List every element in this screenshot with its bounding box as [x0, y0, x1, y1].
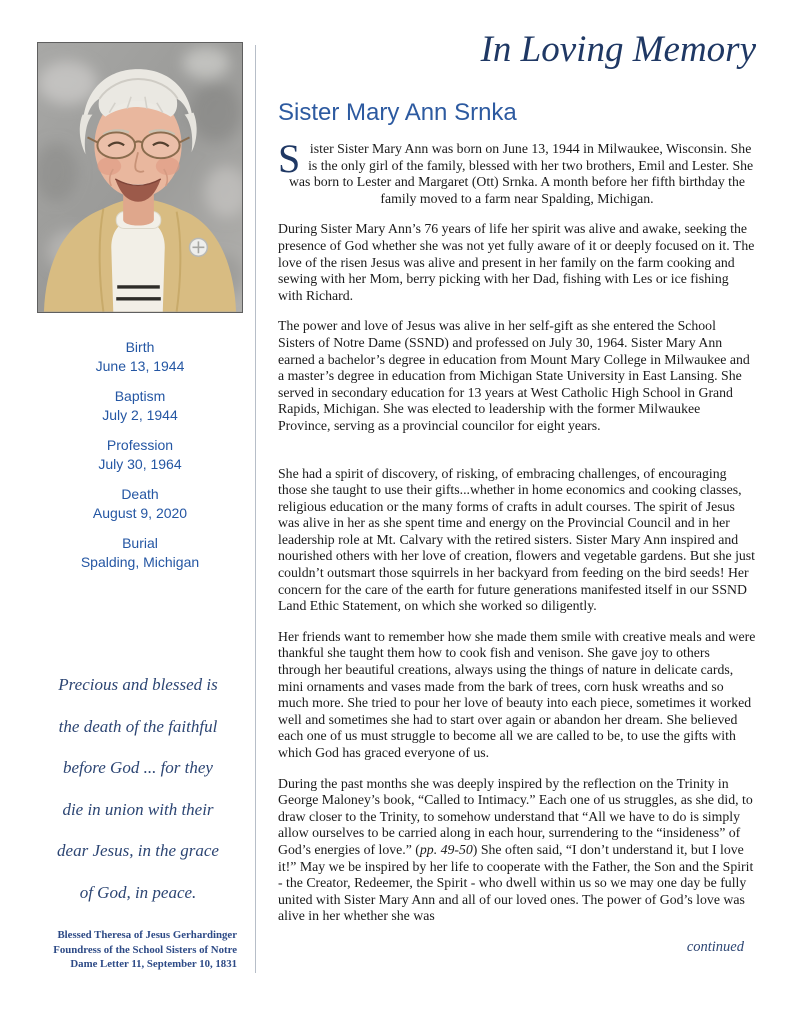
obituary-paragraph-2: During Sister Mary Ann’s 76 years of life her spirit was alive and awake, seeking the presence of God whether she was not yet fully aware of it or deeply focused on it. The love of the risen Jesus was alive and present in her family on the farm cooking and sewing with her Mom, berry picking with her Dad, fishing with Les or ice fishing with Richard.: [278, 221, 755, 303]
obituary-paragraph-6: [278, 776, 756, 925]
quote-line: Precious and blessed is: [58, 675, 218, 694]
portrait-illustration: [38, 43, 242, 312]
obituary-paragraph-3: The power and love of Jesus was alive in her self-gift as she entered the School Sisters of Notre Dame (SSND) and professed on July 30, 1964. Sister Mary Ann earned a bachelor’s degree in education from Mount Mary College in Milwaukee and a master’s degree in education from Michigan State University in East Lansing. She served in secondary education for 13 years at West Catholic High School in Grand Rapids, Michigan. She was elected to leadership with the former Milwaukee Province, serving as a provincial councilor for eight years.: [278, 318, 750, 433]
scripture-quote: [28, 664, 248, 913]
quote-attribution: [37, 928, 237, 972]
obituary-paragraph-4: She had a spirit of discovery, of risking, of embracing challenges, of encouraging those she taught to use their gifts...whether in home economics and cooking classes, religious education or the many forms of crafts in adult courses. The spirit of Jesus was alive in her as she spent time and energy on the Provincial Council and in her leadership role at Mt. Calvary with the retired sisters. Sister Mary Ann inspired and nourished others with her love of creation, flowers and vegetable gardens. But she just couldn’t outsmart those squirrels in her backyard from feeding on the bird seeds! Her concern for the care of the earth for future generations manifested itself in our SSND Land Ethic Statement, on which she worked so diligently.: [278, 465, 756, 614]
vital-dates-list: [37, 338, 243, 583]
paragraph-text: ) She often said, “I don’t understand it, but I love it!” May we be inspired by her life to cooperate with the Father, the Son and the Spirit - the Creator, Redeemer, the Spirit - who dwell within us so we may one day be fully united with Sister Mary Ann and all of our loved ones. The power of God’s love was alive in her whether she was: [278, 841, 754, 924]
date-value: June 13, 1944: [95, 357, 185, 374]
name-heading: Sister Mary Ann Srnka: [278, 99, 517, 126]
date-label: Death: [121, 486, 159, 502]
page-title: In Loving Memory: [480, 29, 756, 70]
quote-line: the death of the faithful: [58, 716, 218, 736]
date-entry-death: [37, 485, 243, 522]
date-label: Burial: [122, 535, 158, 551]
date-entry-profession: [37, 436, 243, 473]
paragraph-text: During the past months she was deeply inspired by the reflection on the Trinity in George Maloney’s book, “Called to Intimacy.” Each one of us struggles, as she did, to draw closer to the Trinity, to somehow understand that “All we have to do is simply allow ourselves to be carried along in each hour, surrendering to the “insideness” of God’s energies of love.” (: [278, 775, 753, 857]
attribution-line: Blessed Theresa of Jesus Gerhardinger: [57, 929, 237, 941]
citation-pages: pp. 49-50: [419, 841, 473, 857]
quote-line: before God ... for they: [63, 758, 213, 777]
date-value: Spalding, Michigan: [80, 553, 200, 570]
obituary-paragraph-5: Her friends want to remember how she made them smile with creative meals and were thankful she taught them how to cook fish and venison. She gave joy to others through her beautiful creations, always using the things of nature in delicate cards, mini ornaments and vases made from the bark of trees, corn husk wreaths and so much more. She tried to pour her love of beauty into each piece, sometimes it worked well and sometimes she had to start over again or abandon her dream. She believed each one of us must struggle to become all we are called to be, to use the gifts with which God has graced everyone of us.: [278, 628, 756, 760]
quote-line: die in union with their: [62, 799, 214, 819]
date-value: July 30, 1964: [98, 455, 182, 472]
drop-cap: S: [278, 136, 301, 181]
attribution-line: Foundress of the School Sisters of Notre: [53, 943, 237, 956]
obituary-body: [278, 136, 756, 956]
continued-label: continued: [686, 938, 744, 955]
quote-line: dear Jesus, in the grace: [57, 841, 219, 860]
date-label: Birth: [125, 339, 155, 355]
portrait-photo: [37, 42, 243, 313]
date-entry-burial: [37, 534, 243, 571]
date-label: Profession: [106, 437, 174, 453]
date-value: August 9, 2020: [92, 504, 188, 521]
date-label: Baptism: [114, 388, 166, 404]
paragraph-text: ister Sister Mary Ann was born on June 13, 1944 in Milwaukee, Wisconsin. She is the only girl of the family, blessed with her two brothers, Emil and Lester. She was born to Lester and Margaret (Ott) Srnka. A month before her fifth birthday the family moved to a farm near Spalding, Michigan.: [288, 141, 754, 206]
obituary-paragraph-1: [278, 136, 756, 207]
date-entry-birth: [37, 338, 243, 375]
date-value: July 2, 1944: [102, 406, 178, 423]
column-divider: [255, 45, 256, 973]
attribution-line: Dame Letter 11, September 10, 1831: [70, 958, 237, 970]
quote-line: of God, in peace.: [79, 882, 197, 902]
date-entry-baptism: [37, 387, 243, 424]
